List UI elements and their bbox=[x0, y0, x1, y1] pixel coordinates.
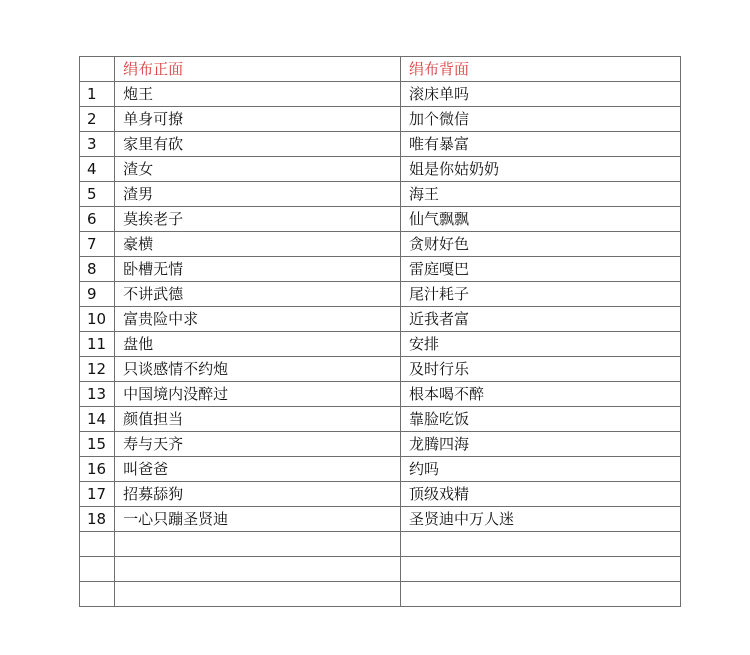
table-row bbox=[80, 582, 681, 607]
row-back-cell: 唯有暴富 bbox=[401, 132, 681, 157]
table-row bbox=[80, 382, 681, 407]
table-row bbox=[80, 357, 681, 382]
row-num-cell bbox=[80, 582, 115, 607]
row-back-cell: 雷庭嘎巴 bbox=[401, 257, 681, 282]
row-num-cell: 16 bbox=[80, 457, 115, 482]
table-row bbox=[80, 457, 681, 482]
table-row bbox=[80, 257, 681, 282]
row-front-cell bbox=[115, 532, 401, 557]
row-front-cell: 不讲武德 bbox=[115, 282, 401, 307]
table-row bbox=[80, 182, 681, 207]
table-row bbox=[80, 132, 681, 157]
row-num-cell: 3 bbox=[80, 132, 115, 157]
row-num-cell: 11 bbox=[80, 332, 115, 357]
row-back-cell bbox=[401, 557, 681, 582]
row-front-cell: 只谈感情不约炮 bbox=[115, 357, 401, 382]
row-back-cell: 仙气飘飘 bbox=[401, 207, 681, 232]
row-back-cell: 靠脸吃饭 bbox=[401, 407, 681, 432]
row-num-cell: 7 bbox=[80, 232, 115, 257]
header-front-cell: 绢布正面 bbox=[115, 57, 401, 82]
row-num-cell: 12 bbox=[80, 357, 115, 382]
table-row bbox=[80, 532, 681, 557]
row-back-cell: 龙腾四海 bbox=[401, 432, 681, 457]
row-front-cell: 叫爸爸 bbox=[115, 457, 401, 482]
header-back-cell: 绢布背面 bbox=[401, 57, 681, 82]
table-row bbox=[80, 407, 681, 432]
table-row bbox=[80, 232, 681, 257]
row-num-cell: 5 bbox=[80, 182, 115, 207]
row-num-cell: 15 bbox=[80, 432, 115, 457]
table-row bbox=[80, 432, 681, 457]
row-back-cell bbox=[401, 582, 681, 607]
table-row bbox=[80, 307, 681, 332]
row-back-cell: 尾汁耗子 bbox=[401, 282, 681, 307]
row-back-cell: 加个微信 bbox=[401, 107, 681, 132]
row-num-cell: 8 bbox=[80, 257, 115, 282]
table-row bbox=[80, 82, 681, 107]
table-header-row bbox=[80, 57, 681, 82]
row-num-cell: 18 bbox=[80, 507, 115, 532]
row-num-cell bbox=[80, 532, 115, 557]
row-num-cell: 10 bbox=[80, 307, 115, 332]
row-num-cell: 2 bbox=[80, 107, 115, 132]
row-back-cell: 圣贤迪中万人迷 bbox=[401, 507, 681, 532]
row-num-cell: 14 bbox=[80, 407, 115, 432]
row-num-cell: 6 bbox=[80, 207, 115, 232]
row-front-cell: 寿与天齐 bbox=[115, 432, 401, 457]
row-front-cell: 招募舔狗 bbox=[115, 482, 401, 507]
table-row bbox=[80, 507, 681, 532]
row-front-cell: 炮王 bbox=[115, 82, 401, 107]
row-back-cell: 及时行乐 bbox=[401, 357, 681, 382]
row-front-cell: 单身可撩 bbox=[115, 107, 401, 132]
row-num-cell: 13 bbox=[80, 382, 115, 407]
row-front-cell: 一心只蹦圣贤迪 bbox=[115, 507, 401, 532]
row-front-cell: 卧槽无情 bbox=[115, 257, 401, 282]
row-back-cell: 顶级戏精 bbox=[401, 482, 681, 507]
row-back-cell: 约吗 bbox=[401, 457, 681, 482]
row-num-cell bbox=[80, 557, 115, 582]
row-front-cell bbox=[115, 557, 401, 582]
row-front-cell: 中国境内没醉过 bbox=[115, 382, 401, 407]
row-num-cell: 4 bbox=[80, 157, 115, 182]
table-row bbox=[80, 157, 681, 182]
row-front-cell: 颜值担当 bbox=[115, 407, 401, 432]
row-front-cell bbox=[115, 582, 401, 607]
row-front-cell: 渣女 bbox=[115, 157, 401, 182]
table-row bbox=[80, 282, 681, 307]
table-row bbox=[80, 332, 681, 357]
row-front-cell: 盘他 bbox=[115, 332, 401, 357]
row-front-cell: 富贵险中求 bbox=[115, 307, 401, 332]
row-back-cell: 根本喝不醉 bbox=[401, 382, 681, 407]
table-row bbox=[80, 482, 681, 507]
row-num-cell: 9 bbox=[80, 282, 115, 307]
table-body bbox=[80, 57, 681, 607]
row-back-cell: 安排 bbox=[401, 332, 681, 357]
row-front-cell: 莫挨老子 bbox=[115, 207, 401, 232]
row-front-cell: 家里有砍 bbox=[115, 132, 401, 157]
header-num-cell bbox=[80, 57, 115, 82]
row-front-cell: 豪横 bbox=[115, 232, 401, 257]
table-row bbox=[80, 557, 681, 582]
row-num-cell: 17 bbox=[80, 482, 115, 507]
row-back-cell: 姐是你姑奶奶 bbox=[401, 157, 681, 182]
row-back-cell: 海王 bbox=[401, 182, 681, 207]
slogan-table bbox=[79, 56, 681, 607]
row-back-cell: 贪财好色 bbox=[401, 232, 681, 257]
row-front-cell: 渣男 bbox=[115, 182, 401, 207]
row-num-cell: 1 bbox=[80, 82, 115, 107]
table-row bbox=[80, 207, 681, 232]
row-back-cell bbox=[401, 532, 681, 557]
table-row bbox=[80, 107, 681, 132]
row-back-cell: 近我者富 bbox=[401, 307, 681, 332]
row-back-cell: 滚床单吗 bbox=[401, 82, 681, 107]
